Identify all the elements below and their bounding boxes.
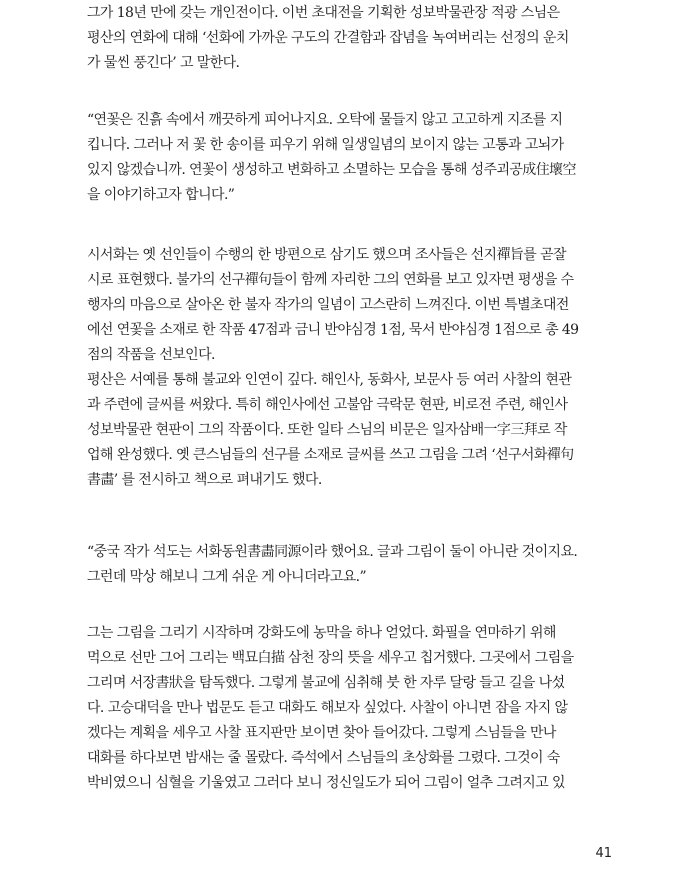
text-line: 에선 연꽃을 소재로 한 작품 47점과 금니 반야심경 1점, 묵서 반야심경 1점으로 총 49 — [87, 322, 579, 338]
paragraph-4-quote — [87, 540, 615, 590]
text-line: 박비였으니 심혈을 기울였고 그러다 보니 정신일도가 되어 그림이 얼추 그려지고 있 — [87, 775, 565, 791]
text-line: 행자의 마음으로 살아온 한 불자 작가의 일념이 고스란히 느껴진다. 이번 특별초대전 — [87, 297, 569, 313]
text-line: 그리며 서장書狀을 탐독했다. 그렇게 불교에 심취해 붓 한 자루 달랑 들고 길을 나섰 — [87, 675, 565, 691]
paragraph-3 — [87, 243, 615, 493]
text-line: 가 물씬 풍긴다’ 고 말한다. — [87, 55, 240, 71]
text-line: 평산은 서예를 통해 불교와 인연이 깊다. 해인사, 동화사, 보문사 등 여러 사찰의 현관 — [87, 372, 572, 388]
text-line: 그가 18년 만에 갖는 개인전이다. 이번 초대전을 기획한 성보박물관장 적광 스님은 — [87, 5, 560, 21]
text-line: 그런데 막상 해보니 그게 쉬운 게 아니더라고요.” — [87, 569, 367, 585]
text-line: 대화를 하다보면 밤새는 줄 몰랐다. 즉석에서 스님들의 초상화를 그렸다. 그것이 숙 — [87, 750, 560, 766]
text-line: 평산의 연화에 대해 ‘선화에 가까운 구도의 간결함과 잡념을 녹여버리는 선정의 운치 — [87, 30, 569, 46]
paragraph-5 — [87, 621, 615, 796]
text-line: 시로 표현했다. 불가의 선구禪句들이 함께 자리한 그의 연화를 보고 있자면 평생을 수 — [87, 272, 574, 288]
text-line: “연꽃은 진흙 속에서 깨끗하게 피어나지요. 오탁에 물들지 않고 고고하게 지조를 지 — [87, 112, 563, 128]
text-line: 을 이야기하고자 합니다.” — [87, 187, 235, 203]
page-number: 41 — [595, 846, 612, 861]
paragraph-2-quote — [87, 108, 615, 208]
text-line: 그는 그림을 그리기 시작하며 강화도에 농막을 하나 얻었다. 화필을 연마하기 위해 — [87, 625, 556, 641]
text-line: 성보박물관 현판이 그의 작품이다. 또한 일타 스님의 비문은 일자삼배一字三拜로 작 — [87, 422, 567, 438]
text-line: 먹으로 선만 그어 그리는 백묘白描 삼천 장의 뜻을 세우고 칩거했다. 그곳에서 그림을 — [87, 650, 574, 666]
text-line: 시서화는 옛 선인들이 수행의 한 방편으로 삼기도 했으며 조사들은 선지禪旨를 곧잘 — [87, 247, 566, 263]
text-line: 점의 작품을 선보인다. — [87, 347, 215, 363]
text-line: 있지 않겠습니까. 연꽃이 생성하고 변화하고 소멸하는 모습을 통해 성주괴공成住壞空 — [87, 162, 576, 178]
text-line: 업해 완성했다. 옛 큰스님들의 선구를 소재로 글씨를 쓰고 그림을 그려 ‘선구서화禪句 — [87, 447, 574, 463]
text-line: 겠다는 계획을 세우고 사찰 표지판만 보이면 찾아 들어갔다. 그렇게 스님들을 만나 — [87, 725, 556, 741]
text-line: 과 주련에 글씨를 써왔다. 특히 해인사에선 고불암 극락문 현판, 비로전 주련, 해인사 — [87, 397, 568, 413]
text-line: 다. 고승대덕을 만나 법문도 듣고 대화도 해보자 싶었다. 사찰이 아니면 잠을 자지 않 — [87, 700, 568, 716]
text-line: 書畵’ 를 전시하고 책으로 펴내기도 했다. — [87, 472, 322, 488]
text-line: “중국 작가 석도는 서화동원書畵同源이라 했어요. 글과 그림이 둘이 아니란 것이지요. — [87, 544, 578, 560]
paragraph-1 — [87, 1, 615, 76]
text-line: 킵니다. 그러나 저 꽃 한 송이를 피우기 위해 일생일념의 보이지 않는 고통과 고뇌가 — [87, 137, 564, 153]
